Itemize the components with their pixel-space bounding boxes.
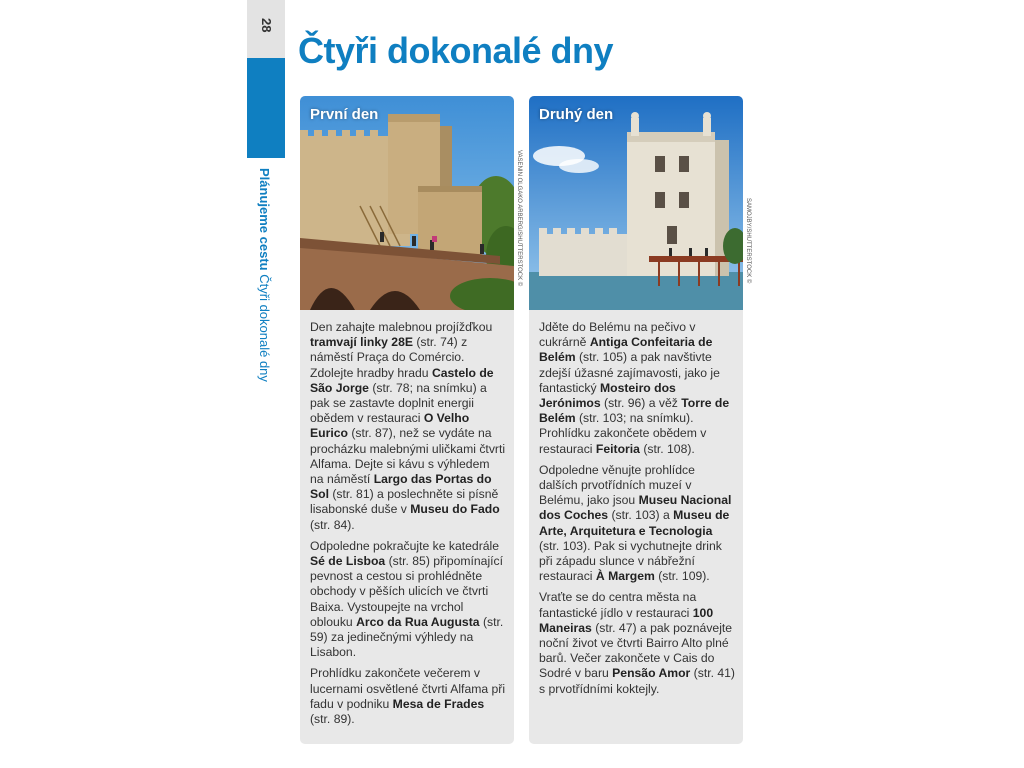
day-text (310, 320, 506, 733)
body-text: Prohlídku zakončete večerem v lucernami osvětlené čtvrti Alfama při fadu v podniku (310, 666, 506, 711)
body-text: (str. 89). (310, 712, 355, 727)
tower-illustration (529, 96, 743, 310)
paragraph (310, 539, 506, 661)
body-text: (str. 108). (639, 441, 695, 456)
highlight-text: Sé de Lisboa (310, 554, 386, 569)
highlight-text: tramvají linky 28E (310, 335, 413, 350)
body-text: (str. 85) připomínající pevnost a cestou si prohlédněte obchody v pěších ulicích ve čtvrti Baixa. Vystoupejte na vrchol oblouku (310, 554, 504, 629)
body-text: (str. 74) z náměstí Praça do Comércio. Zdolejte hradby hradu (310, 335, 468, 380)
side-subsection-label: Čtyři dokonalé dny (257, 274, 272, 382)
highlight-text: Castelo de São Jorge (310, 365, 494, 395)
side-running-header (257, 168, 272, 382)
highlight-text: Mesa de Frades (392, 696, 485, 711)
body-text: Odpoledne pokračujte ke katedrále (310, 538, 500, 553)
body-text: (str. 41) s prvotřídními koktejly. (539, 666, 735, 696)
body-text: (str. 105) a pak navštivte zdejší úžasné zajímavosti, jako je fantastický (539, 350, 720, 395)
body-text: Vraťte se do centra města na fantastické jídlo v restauraci (539, 590, 697, 620)
paragraph (539, 320, 735, 457)
highlight-text: O Velho Eurico (310, 411, 470, 441)
highlight-text: Torre de Belém (539, 396, 730, 426)
body-text: (str. 103; na snímku). Prohlídku zakončete obědem v restauraci (539, 411, 707, 456)
page-number: 28 (259, 18, 274, 33)
day-text (539, 320, 735, 703)
body-text: (str. 87), než se vydáte na procházku malebnými uličkami čtvrti Alfama. Dejte si kávu s výhledem na náměstí (310, 426, 506, 487)
body-text: (str. 103) a (608, 508, 674, 523)
side-section-label: Plánujeme cestu (257, 168, 272, 271)
body-text: Odpoledne věnujte prohlídce dalších prvotřídních muzeí v Belému, jako jsou (539, 462, 695, 508)
day-label: Druhý den (539, 106, 614, 123)
paragraph (310, 666, 506, 727)
section-color-tab (247, 58, 285, 158)
photo-credit: SAMOJBY/SHUTTERSTOCK © (745, 198, 751, 284)
body-text: (str. 103). Pak si vychutnejte drink při západu slunce v nábřežní restauraci (539, 538, 722, 584)
highlight-text: Museu Nacional dos Coches (539, 493, 732, 523)
body-text: Den zahajte malebnou projížďkou (310, 320, 493, 334)
highlight-text: Mosteiro dos Jerónimos (539, 380, 676, 411)
paragraph (310, 320, 506, 533)
photo-credit: VASENIN OLGAKO ARBERG/SHUTTERSTOCK © (516, 150, 522, 287)
body-text: (str. 109). (654, 569, 710, 584)
day-card-1 (300, 96, 514, 744)
highlight-text: 100 Maneiras (539, 605, 714, 635)
highlight-text: Pensão Amor (612, 666, 691, 681)
paragraph (539, 590, 735, 696)
body-text: Jděte do Belému na pečivo v cukrárně (539, 320, 696, 350)
highlight-text: Largo das Portas do Sol (310, 472, 492, 502)
body-text: (str. 59) za jedinečnými výhledy na Lisabon. (310, 614, 504, 660)
day-label: První den (310, 106, 379, 123)
body-text: (str. 81) a poslechněte si písně lisabonské duše v (310, 487, 499, 517)
day-card-2 (529, 96, 743, 744)
body-text: (str. 84). (310, 517, 355, 532)
paragraph (539, 463, 735, 585)
highlight-text: Museu do Fado (410, 502, 500, 517)
highlight-text: Arco da Rua Augusta (356, 614, 480, 629)
highlight-text: À Margem (595, 569, 655, 584)
highlight-text: Antiga Confeitaria de Belém (539, 335, 713, 365)
body-text: (str. 47) a pak poznávejte noční život ve čtvrti Bairro Alto plné barů. Večer zakončete v Cais do Sodré v baru (539, 620, 733, 681)
highlight-text: Museu de Arte, Arquitetura e Tecnologia (539, 508, 730, 538)
highlight-text: Feitoria (595, 441, 640, 456)
castle-illustration (300, 96, 514, 310)
castle-photo (300, 96, 514, 310)
tower-photo (529, 96, 743, 310)
body-text: (str. 96) a věž (600, 396, 682, 411)
body-text: (str. 78; na snímku) a pak se zastavte doplnit energii obědem v restauraci (310, 380, 487, 426)
page-title: Čtyři dokonalé dny (298, 30, 614, 71)
